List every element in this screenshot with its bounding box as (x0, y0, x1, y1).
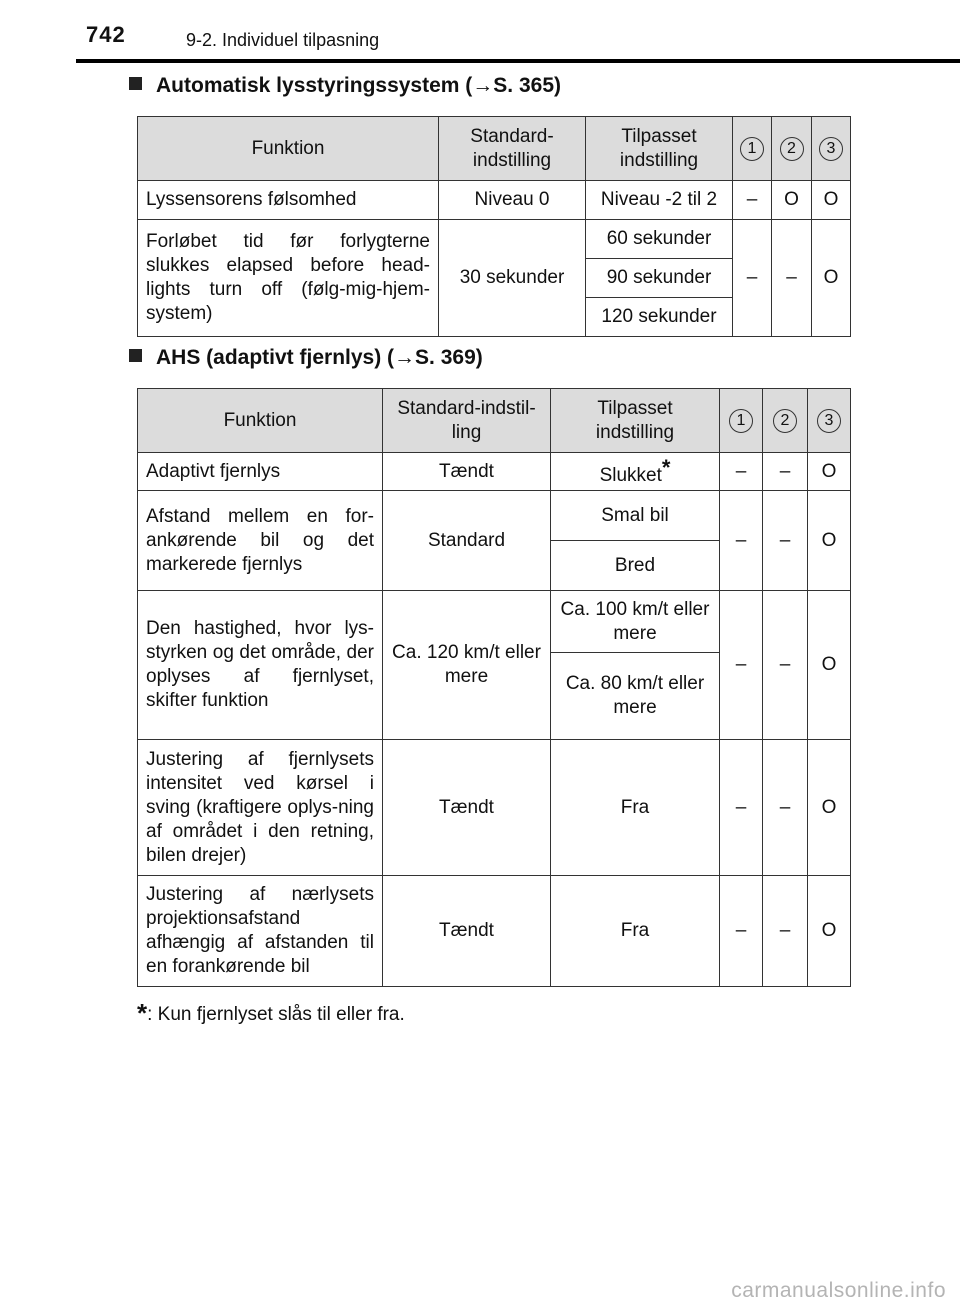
header-function: Funktion (138, 117, 439, 181)
cell-default: Niveau 0 (439, 181, 586, 220)
cell-col-1: – (720, 740, 763, 876)
cell-col-3: O (808, 453, 851, 491)
cell-default: Standard (383, 491, 551, 591)
cell-col-2: – (763, 740, 808, 876)
cell-col-1: – (733, 220, 772, 337)
cell-function: Justering af fjernlysets intensitet ved kørsel i sving (kraftigere oplys-ning af området i den retning, bilen drejer) (138, 740, 383, 876)
cell-col-1: – (720, 491, 763, 591)
cell-default: 30 sekunder (439, 220, 586, 337)
cell-col-3: O (812, 181, 851, 220)
table-row (138, 876, 851, 987)
cell-col-3: O (808, 740, 851, 876)
cell-col-2: – (763, 491, 808, 591)
header-col-1 (720, 389, 763, 453)
table-row (138, 491, 851, 541)
section-heading-ahs (129, 346, 483, 370)
cell-custom-option: Ca. 80 km/t eller mere (551, 653, 720, 740)
circled-2-icon: 2 (780, 137, 804, 161)
cell-col-2: – (763, 591, 808, 740)
cell-col-3: O (808, 591, 851, 740)
cell-col-2: O (772, 181, 812, 220)
cell-col-1: – (720, 876, 763, 987)
cell-custom-option: 60 sekunder (586, 220, 733, 259)
header-rule (76, 59, 960, 63)
circled-3-icon: 3 (817, 409, 841, 433)
section-title: Automatisk lysstyringssystem ( (156, 74, 473, 97)
cell-default: Ca. 120 km/t eller mere (383, 591, 551, 740)
header-col-2 (763, 389, 808, 453)
footnote-asterisk: * (137, 998, 148, 1028)
cell-col-3: O (808, 876, 851, 987)
circled-3-icon: 3 (819, 137, 843, 161)
cell-default: Tændt (383, 740, 551, 876)
header-col-3 (812, 117, 851, 181)
cell-custom: Fra (551, 740, 720, 876)
page-number: 742 (86, 22, 126, 47)
cell-default: Tændt (383, 453, 551, 491)
table-row (138, 181, 851, 220)
chapter-title: 9-2. Individuel tilpasning (186, 30, 380, 50)
footnote-text: : Kun fjernlyset slås til eller fra. (147, 1004, 405, 1025)
cell-col-3: O (808, 491, 851, 591)
cell-custom-option: 120 sekunder (586, 298, 733, 337)
cell-col-2: – (763, 876, 808, 987)
header-col-3 (808, 389, 851, 453)
footnote (137, 998, 405, 1029)
cell-custom: Niveau -2 til 2 (586, 181, 733, 220)
table-row (138, 591, 851, 653)
table-row (138, 453, 851, 491)
footnote-asterisk: * (661, 454, 671, 480)
cell-function: Adaptivt fjernlys (138, 453, 383, 491)
circled-1-icon: 1 (740, 137, 764, 161)
cell-function: Lyssensorens følsomhed (138, 181, 439, 220)
cell-col-1: – (733, 181, 772, 220)
cell-col-2: – (772, 220, 812, 337)
cell-col-3: O (812, 220, 851, 337)
header-custom: Tilpasset indstilling (551, 389, 720, 453)
header-function: Funktion (138, 389, 383, 453)
cell-function: Forløbet tid før forlygterne slukkes elapsed before head-lights turn off (følg-mig-hjem-system) (138, 220, 439, 337)
cell-col-2: – (763, 453, 808, 491)
auto-light-table (137, 116, 851, 337)
cell-function: Afstand mellem en for-ankørende bil og det markerede fjernlys (138, 491, 383, 591)
cell-default: Tændt (383, 876, 551, 987)
header-custom: Tilpasset indstilling (586, 117, 733, 181)
cell-custom: Fra (551, 876, 720, 987)
cell-custom (551, 453, 720, 491)
cell-custom-option: Smal bil (551, 491, 720, 541)
header-default: Standard-indstilling (439, 117, 586, 181)
cell-col-1: – (720, 453, 763, 491)
table-header-row (138, 117, 851, 181)
ahs-table (137, 388, 851, 987)
circled-2-icon: 2 (773, 409, 797, 433)
page-reference: →S. 369) (394, 346, 483, 369)
cell-function: Den hastighed, hvor lys-styrken og det område, der oplyses af fjernlyset, skifter funktion (138, 591, 383, 740)
cell-custom-text: Slukket (599, 464, 662, 486)
table-row (138, 740, 851, 876)
circled-1-icon: 1 (729, 409, 753, 433)
header-default: Standard-indstil-ling (383, 389, 551, 453)
cell-custom-option: 90 sekunder (586, 259, 733, 298)
header-col-1 (733, 117, 772, 181)
section-title: AHS (adaptivt fjernlys) ( (156, 346, 395, 369)
table-header-row (138, 389, 851, 453)
page-reference: →S. 365) (472, 74, 562, 97)
square-bullet-icon (129, 349, 142, 362)
cell-custom-option: Ca. 100 km/t eller mere (551, 591, 720, 653)
square-bullet-icon (129, 77, 142, 90)
cell-function: Justering af nærlysets projektionsafstand afhængig af afstanden til en forankørende bil (138, 876, 383, 987)
cell-custom-option: Bred (551, 541, 720, 591)
header-col-2 (772, 117, 812, 181)
watermark: carmanualsonline.info (731, 1279, 946, 1302)
cell-col-1: – (720, 591, 763, 740)
table-row (138, 220, 851, 259)
section-heading-auto-light (129, 74, 561, 98)
